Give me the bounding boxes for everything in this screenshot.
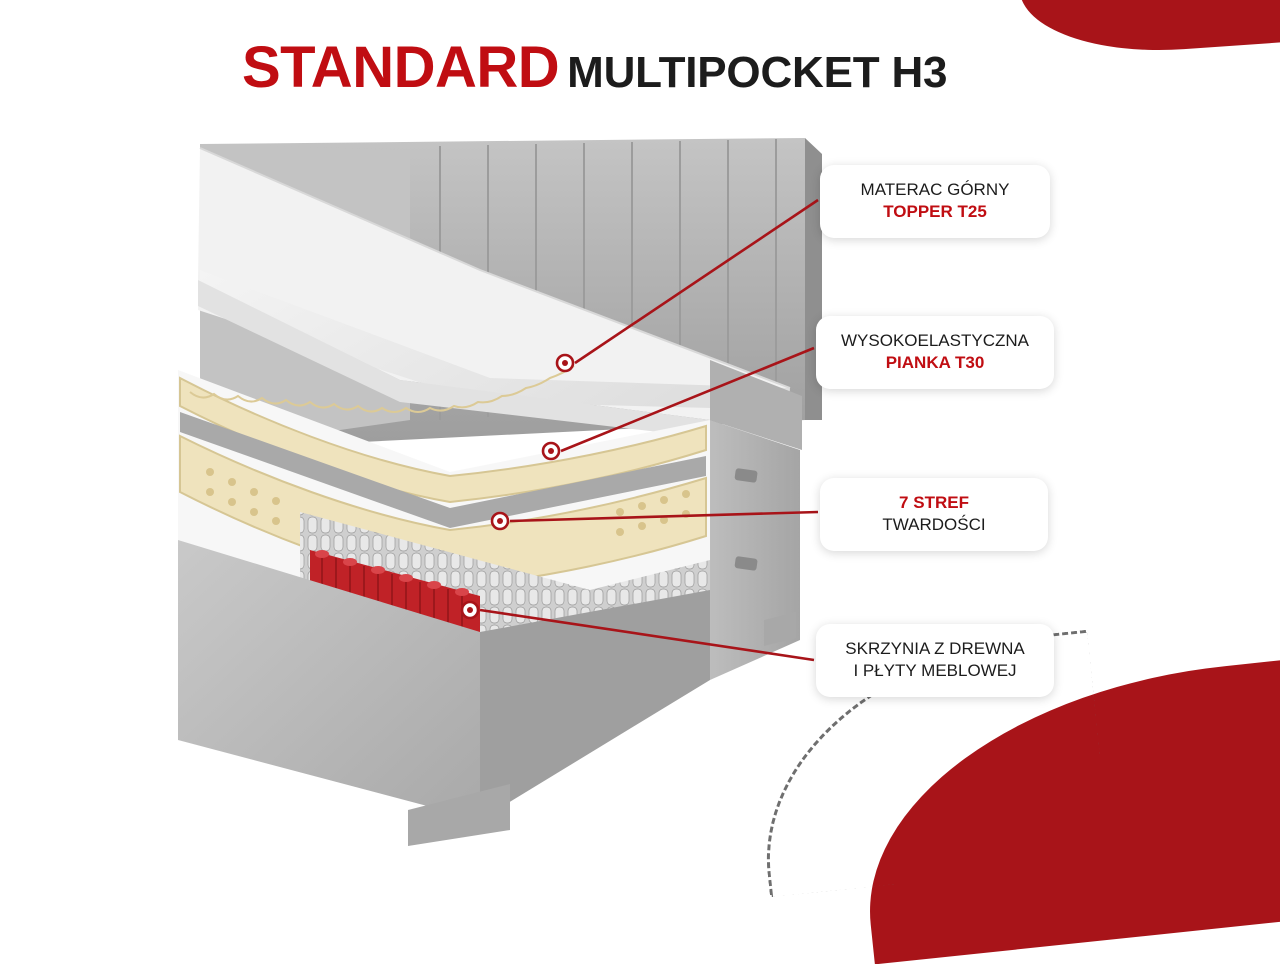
callout-zones-line-2: TWARDOŚCI [882, 515, 986, 535]
callout-topper [820, 165, 1050, 238]
callout-box-line-2: I PŁYTY MEBLOWEJ [853, 661, 1017, 681]
callout-zones [820, 478, 1048, 551]
callout-foam [816, 316, 1054, 389]
callout-box-line-1: SKRZYNIA Z DREWNA [845, 639, 1025, 658]
title-secondary: MULTIPOCKET H3 [567, 48, 948, 97]
callout-zones-line-1: 7 STREF [899, 493, 969, 512]
page-title [242, 34, 947, 101]
title-primary: STANDARD [242, 35, 560, 100]
callout-topper-line-2: TOPPER T25 [883, 202, 987, 222]
bed-illustration [150, 120, 830, 850]
callout-box [816, 624, 1054, 697]
decorative-swoosh-top [1016, 0, 1280, 60]
callout-foam-line-2: PIANKA T30 [885, 353, 985, 373]
callout-topper-line-1: MATERAC GÓRNY [860, 180, 1010, 199]
callout-foam-line-1: WYSOKOELASTYCZNA [841, 331, 1029, 350]
